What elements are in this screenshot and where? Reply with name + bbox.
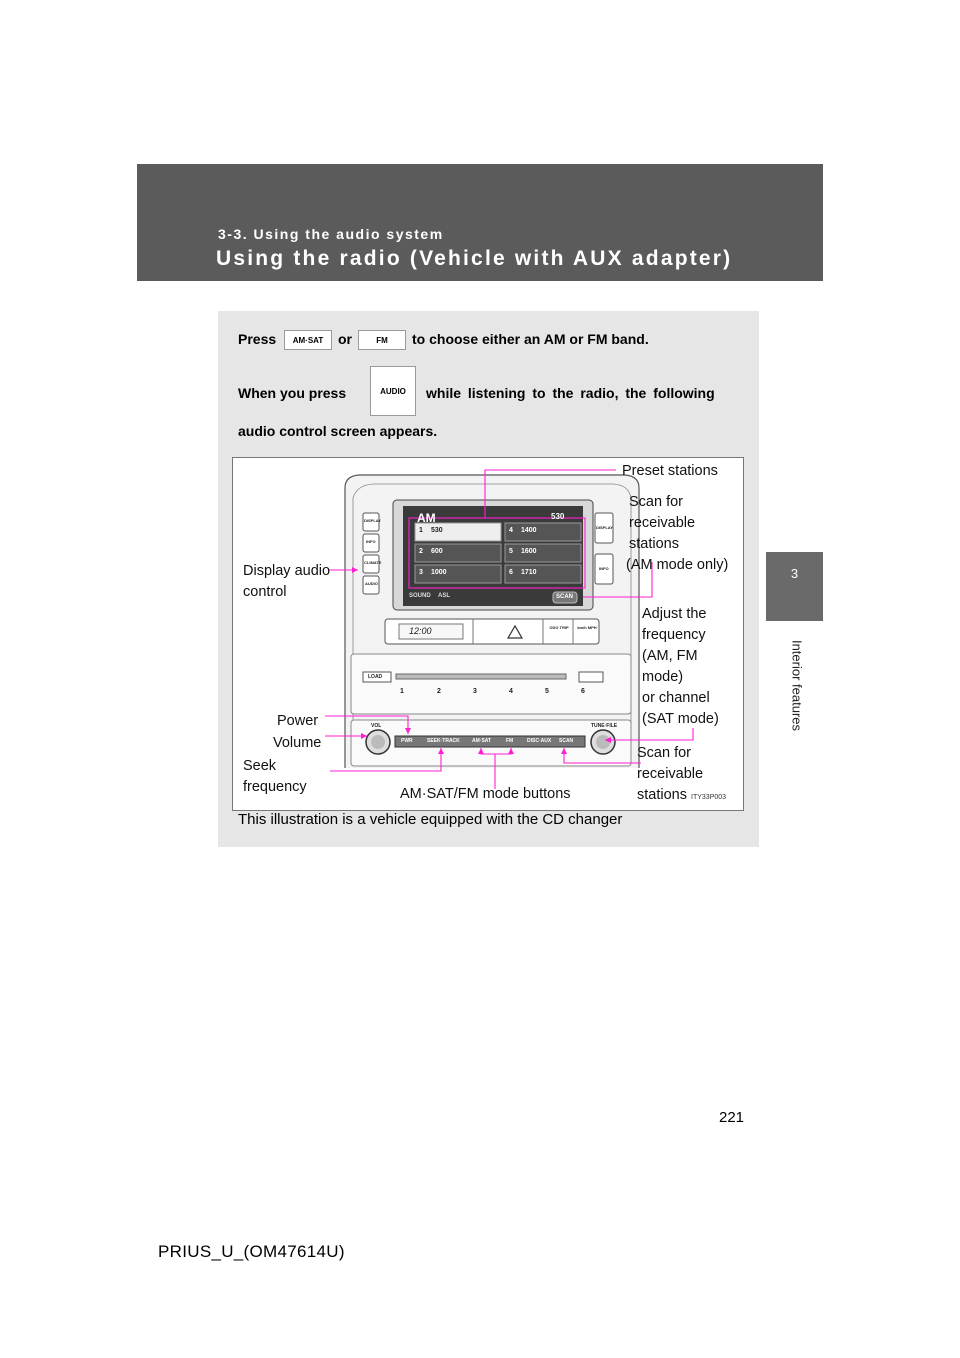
clock-display: 12:00 <box>409 626 432 636</box>
preset-freq: 1000 <box>431 569 447 576</box>
preset-freq: 1600 <box>521 548 537 555</box>
preset-num: 2 <box>419 548 423 555</box>
label-line: (AM, FM <box>642 648 698 664</box>
amsat-button-icon: AM·SAT <box>284 330 332 350</box>
kmh-mph-button: km/h MPH <box>577 625 597 630</box>
left-button-label: AUDIO <box>365 581 378 586</box>
screen-frequency: 530 <box>551 512 565 521</box>
preset-freq: 1710 <box>521 569 537 576</box>
display-audio-label <box>243 561 330 603</box>
label-line: mode) <box>642 669 684 685</box>
preset-freq: 530 <box>431 527 443 534</box>
label-line: Adjust the <box>642 606 707 622</box>
page-number: 221 <box>719 1109 745 1126</box>
preset-num: 3 <box>419 569 423 576</box>
unit-button-label: DISC·AUX <box>527 738 552 744</box>
amsat-fm-buttons-label: AM·SAT/FM mode buttons <box>400 786 571 802</box>
tune-file-label: TUNE·FILE <box>591 723 618 729</box>
label-line: or channel <box>642 690 710 706</box>
screen-band: AM <box>417 511 436 525</box>
intro-line-2-start: When you press <box>238 385 347 401</box>
unit-button-label: SEEK·TRACK <box>427 738 460 744</box>
label-line: Display audio <box>243 563 331 579</box>
intro-line-2-end: while listening to the radio, the following <box>426 385 715 401</box>
label-line: receivable <box>637 766 704 782</box>
figure-code: ITY33P003 <box>691 794 727 801</box>
fm-button-icon: FM <box>358 330 406 350</box>
intro-line-1-end: to choose either an AM or FM band. <box>412 331 649 347</box>
cd-slot-number: 6 <box>581 688 585 695</box>
label-line <box>637 785 726 808</box>
figure-caption: This illustration is a vehicle equipped with the CD changer <box>238 811 623 828</box>
right-button-label: INFO <box>599 566 609 571</box>
content-panel <box>218 311 759 847</box>
power-label: Power <box>277 713 319 729</box>
cd-slot-number: 2 <box>437 688 441 695</box>
left-button-label: DISPLAY <box>364 518 381 523</box>
seek-frequency-label <box>243 756 307 798</box>
label-line: Scan for <box>637 745 691 761</box>
screen-scan-label: SCAN <box>556 594 574 600</box>
unit-button-label: PWR <box>401 738 413 744</box>
page-title: Using the radio (Vehicle with AUX adapter) <box>216 247 733 270</box>
label-line: frequency <box>243 779 307 795</box>
audio-button-icon: AUDIO <box>370 366 416 416</box>
preset-freq: 600 <box>431 548 443 555</box>
adjust-frequency-label <box>642 604 719 730</box>
press-text: Press <box>238 331 277 347</box>
scan-stations-label <box>637 743 726 808</box>
load-button: LOAD <box>368 674 383 680</box>
unit-button-label: SCAN <box>559 738 574 744</box>
section-header <box>137 164 823 281</box>
volume-label: Volume <box>273 735 322 751</box>
odo-trip-button: ODO TRIP <box>549 625 569 630</box>
label-text: stations <box>637 787 687 803</box>
label-line: (SAT mode) <box>642 711 719 727</box>
chapter-number: 3 <box>790 566 799 581</box>
unit-button-label: AM·SAT <box>472 738 492 744</box>
preset-freq: 1400 <box>521 527 537 534</box>
cd-slot-number: 3 <box>473 688 477 695</box>
preset-num: 1 <box>419 527 423 534</box>
intro-line-3: audio control screen appears. <box>238 423 438 439</box>
unit-button-label: FM <box>506 738 514 744</box>
radio-illustration <box>232 457 744 811</box>
label-line: stations <box>629 536 679 552</box>
label-line: Scan for <box>629 494 683 510</box>
screen-sound-label: SOUND <box>409 593 431 599</box>
scan-am-label <box>626 492 729 576</box>
preset-num: 4 <box>509 527 513 534</box>
section-label: 3-3. Using the audio system <box>218 226 444 242</box>
left-button-label: CLIMATE <box>364 560 382 565</box>
chapter-label: Interior features <box>789 639 805 732</box>
preset-num: 6 <box>509 569 513 576</box>
screen-asl-label: ASL <box>438 593 450 599</box>
preset-stations-label: Preset stations <box>622 463 718 479</box>
label-line: frequency <box>642 627 706 643</box>
left-button-label: INFO <box>366 539 376 544</box>
document-footer: PRIUS_U_(OM47614U) <box>158 1242 345 1261</box>
intro-line-1 <box>238 331 276 347</box>
label-line: control <box>243 584 287 600</box>
vol-label: VOL <box>371 723 382 729</box>
cd-slot-number: 5 <box>545 688 549 695</box>
right-button-label: DISPLAY <box>596 525 613 530</box>
label-line: (AM mode only) <box>626 557 729 573</box>
label-line: receivable <box>629 515 696 531</box>
label-line: Seek <box>243 758 277 774</box>
chapter-tab[interactable] <box>766 552 823 621</box>
preset-num: 5 <box>509 548 513 555</box>
cd-slot-number: 4 <box>509 688 513 695</box>
cd-slot-number: 1 <box>400 688 404 695</box>
or-text: or <box>338 331 352 347</box>
